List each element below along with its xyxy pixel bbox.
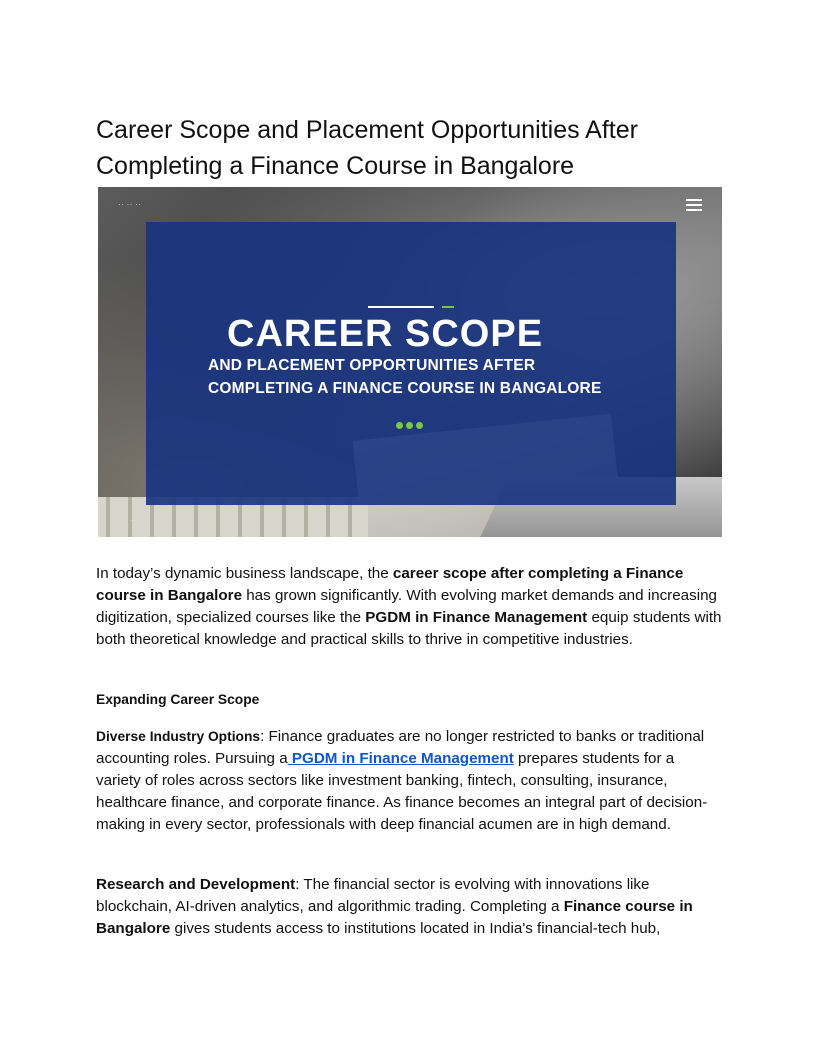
- research-bold-1: Finance course in Bangalore: [96, 898, 693, 937]
- intro-text-2: has grown significantly. With evolving market demands and increasing digitization, specialized courses like the: [96, 587, 717, 626]
- research-label: Research and Development: [96, 876, 296, 893]
- research-text-2: gives students access to institutions located in India's financial-tech hub,: [170, 920, 661, 937]
- intro-text-3: equip students with both theoretical knowledge and practical skills to thrive in competitive industries.: [96, 609, 722, 648]
- pgdm-finance-link[interactable]: PGDM in Finance Management: [287, 750, 514, 767]
- banner-logo-top: ·· ·· ··: [118, 199, 141, 209]
- banner-dots-icon: [396, 422, 423, 429]
- document-title: Career Scope and Placement Opportunities After Completing a Finance Course in Bangalore: [96, 116, 638, 180]
- section-heading: Expanding Career Scope: [96, 692, 260, 707]
- diverse-label: Diverse Industry Options: [96, 729, 261, 744]
- banner-subline-1: AND PLACEMENT OPPORTUNITIES AFTER: [208, 357, 536, 374]
- banner-subline-2: COMPLETING A FINANCE COURSE IN BANGALORE: [208, 380, 602, 397]
- research-paragraph: [96, 874, 722, 940]
- research-text-1: : The financial sector is evolving with innovations like blockchain, AI-driven analytics, and algorithmic trading. Completing a: [96, 876, 650, 915]
- diverse-text-2: prepares students for a variety of roles across sectors like investment banking, fintech, consulting, insurance, healthcare finance, and corporate finance. As finance becomes an integral part of decision-making in every sector, professionals with deep financial acumen are in high demand.: [96, 750, 708, 833]
- diverse-text-1: : Finance graduates are no longer restricted to banks or traditional accounting roles. Pursuing a: [96, 728, 705, 767]
- diverse-paragraph: [96, 726, 722, 836]
- hero-banner-image: [98, 187, 722, 537]
- intro-paragraph: [96, 563, 722, 651]
- banner-divider-white: [368, 306, 434, 308]
- banner-subline: [208, 354, 602, 400]
- banner-overlay: [146, 222, 676, 505]
- banner-logo-bottom: ··· ··: [118, 515, 136, 525]
- hamburger-menu-icon: [686, 199, 702, 211]
- intro-text-1: In today’s dynamic business landscape, the: [96, 565, 393, 582]
- intro-bold-2: PGDM in Finance Management: [365, 609, 588, 626]
- banner-divider-green: [442, 306, 454, 308]
- banner-headline: CAREER SCOPE: [227, 313, 544, 355]
- intro-bold-1: career scope after completing a Finance course in Bangalore: [96, 565, 684, 604]
